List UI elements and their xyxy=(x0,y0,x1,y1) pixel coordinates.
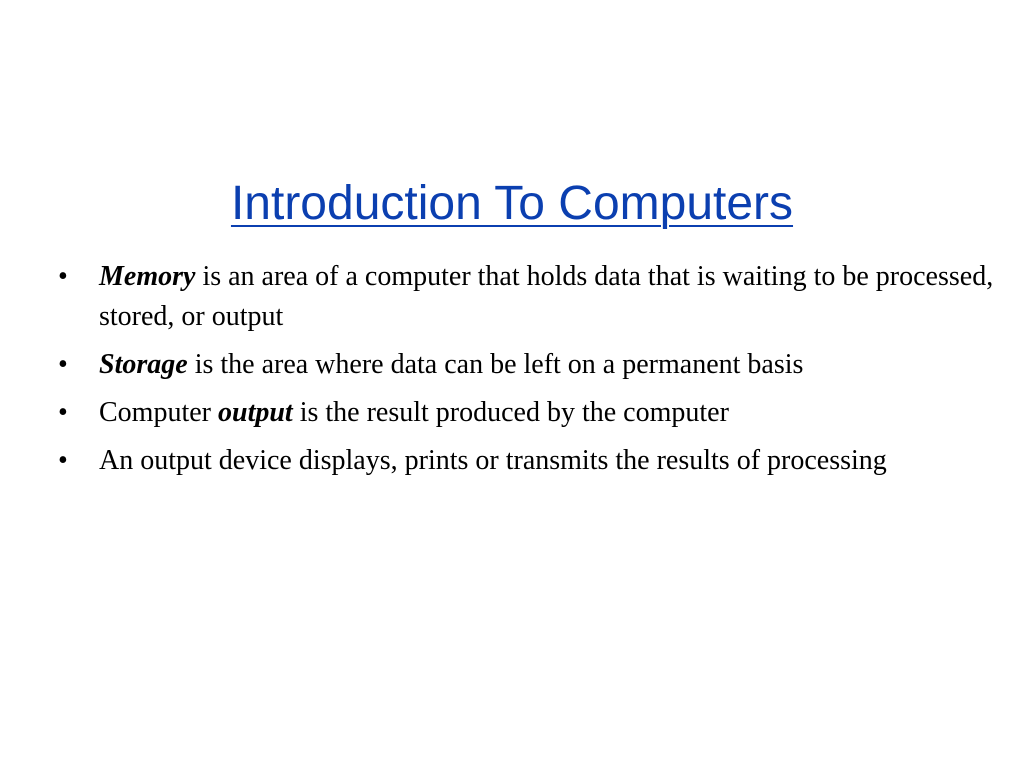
bullet-term: Memory xyxy=(99,261,196,292)
bullet-text: is the area where data can be left on a permanent basis xyxy=(187,349,804,380)
slide-title xyxy=(0,168,1024,240)
bullet-term: Storage xyxy=(99,349,188,380)
slide-title-text: Introduction To Computers xyxy=(230,177,794,230)
bullet-marker: • xyxy=(58,397,68,428)
bullet-item-output-device xyxy=(58,441,1008,481)
bullet-text: An output device displays, prints or transmits the results of processing xyxy=(99,445,887,476)
bullet-marker: • xyxy=(58,349,68,380)
bullet-item-storage xyxy=(58,345,1008,385)
bullet-item-memory xyxy=(58,257,1008,337)
bullet-marker: • xyxy=(58,445,68,476)
bullet-prefix: Computer xyxy=(99,397,218,428)
bullet-marker: • xyxy=(58,261,68,292)
bullet-term: output xyxy=(218,397,293,428)
bullet-text: is the result produced by the computer xyxy=(292,397,729,428)
bullet-item-output xyxy=(58,393,1008,433)
bullet-text: is an area of a computer that holds data that is waiting to be processed, stored, or output xyxy=(99,261,994,332)
bullet-list xyxy=(58,257,1008,489)
